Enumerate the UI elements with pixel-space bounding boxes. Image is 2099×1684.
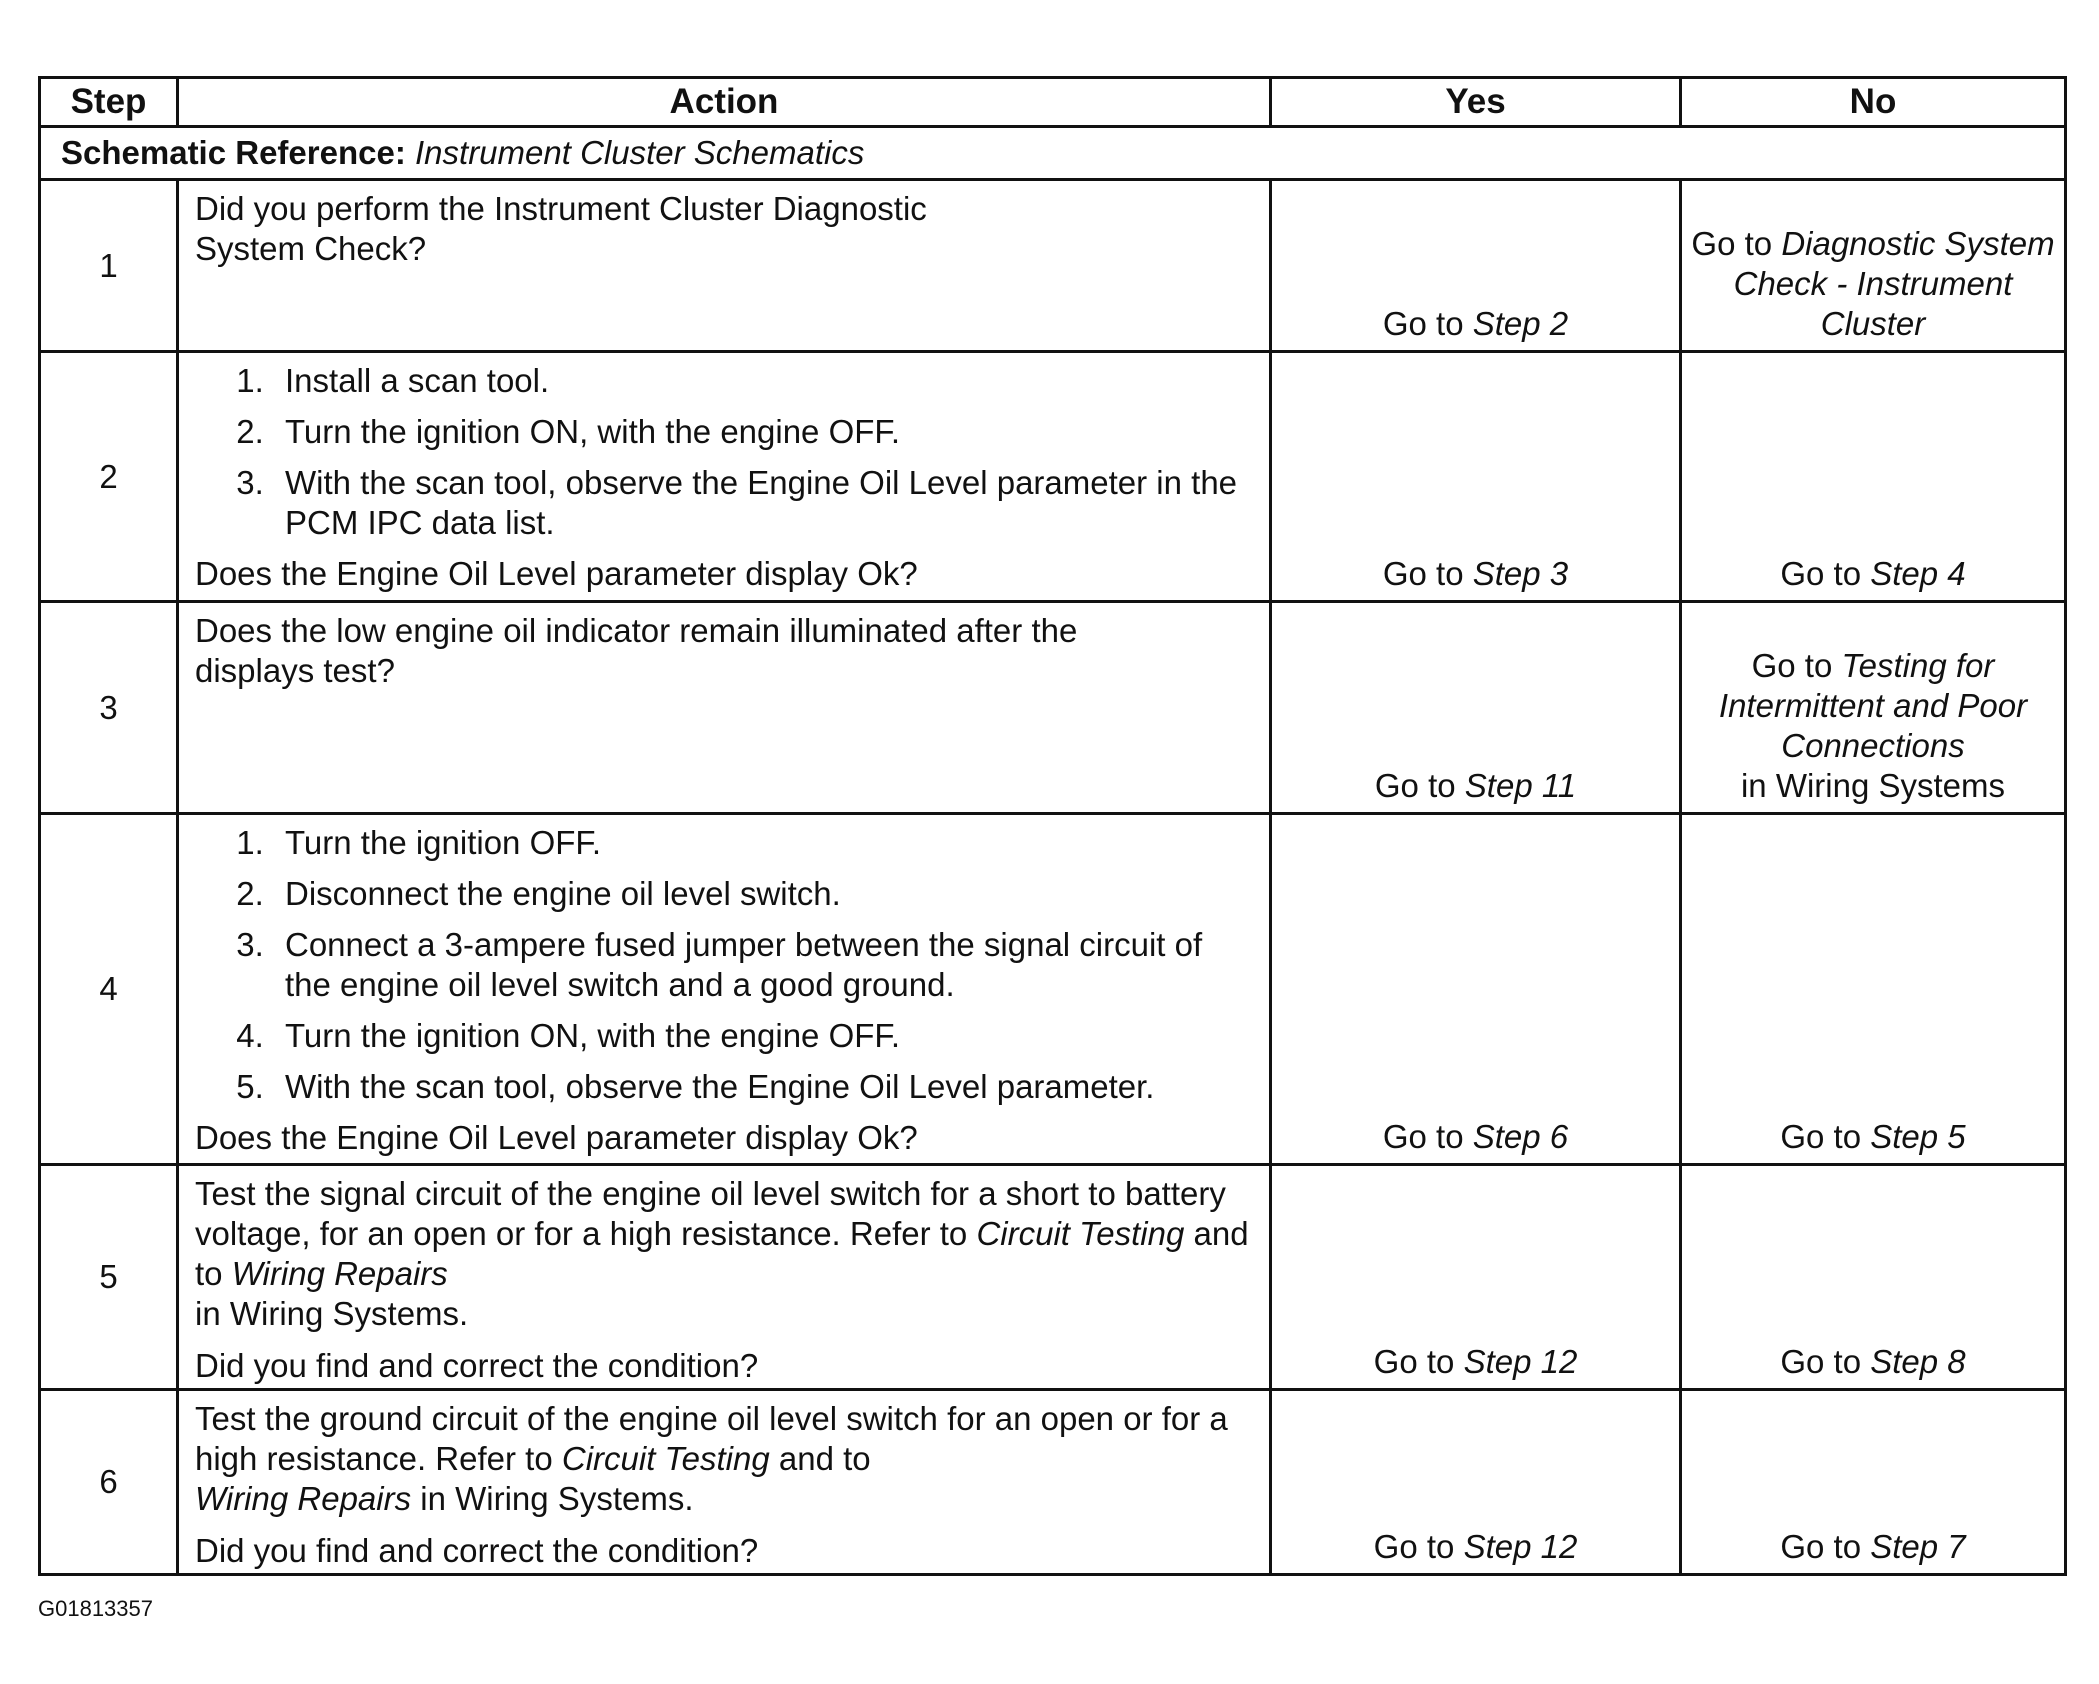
- yes-cell: [1271, 1390, 1681, 1575]
- circuit-testing-link[interactable]: Circuit Testing: [561, 1440, 770, 1477]
- table-row: [40, 602, 2066, 814]
- action-question: Does the Engine Oil Level parameter display Ok?: [195, 1119, 918, 1156]
- yes-prefix: Go to: [1382, 305, 1464, 342]
- table-row: [40, 1390, 2066, 1575]
- no-cell: [1681, 602, 2066, 814]
- no-cell: [1681, 814, 2066, 1165]
- action-list: [195, 823, 1253, 1107]
- no-prefix: Go to: [1780, 555, 1862, 592]
- schematic-label: Schematic Reference:: [61, 134, 406, 171]
- no-suffix: in Wiring Systems: [1740, 767, 2006, 804]
- yes-cell: [1271, 1165, 1681, 1390]
- wiring-repairs-link[interactable]: Wiring Repairs: [195, 1480, 412, 1517]
- step-number: 5: [40, 1165, 178, 1390]
- yes-cell: [1271, 602, 1681, 814]
- schematic-link[interactable]: Instrument Cluster Schematics: [415, 134, 865, 171]
- yes-prefix: Go to: [1374, 767, 1456, 804]
- no-cell: [1681, 352, 2066, 602]
- action-text: [195, 1399, 1253, 1519]
- list-item: 5. With the scan tool, observe the Engine Oil Level parameter.: [273, 1067, 1253, 1107]
- yes-cell: [1271, 180, 1681, 352]
- action-cell: [178, 814, 1271, 1165]
- action-text-part: and to: [778, 1440, 871, 1477]
- yes-link[interactable]: Step 12: [1463, 1343, 1578, 1380]
- yes-link[interactable]: Step 6: [1472, 1118, 1569, 1155]
- action-cell: [178, 180, 1271, 352]
- header-action: Action: [178, 78, 1271, 127]
- no-link[interactable]: Step 4: [1870, 555, 1966, 592]
- action-text-part: and to: [195, 1215, 1249, 1292]
- step-number: 2: [40, 352, 178, 602]
- action-cell: [178, 1165, 1271, 1390]
- circuit-testing-link[interactable]: Circuit Testing: [976, 1215, 1185, 1252]
- action-cell: [178, 602, 1271, 814]
- yes-prefix: Go to: [1373, 1528, 1455, 1565]
- list-item: 3. Connect a 3-ampere fused jumper between the signal circuit of the engine oil level switch and a good ground.: [273, 925, 1253, 1005]
- schematic-reference: [40, 127, 2066, 180]
- figure-id: G01813357: [38, 1596, 153, 1621]
- action-text: Does the low engine oil indicator remain illuminated after the displays test?: [195, 612, 1078, 689]
- action-text-part: in Wiring Systems.: [420, 1480, 694, 1517]
- table-row: [40, 1165, 2066, 1390]
- action-cell: [178, 352, 1271, 602]
- no-link[interactable]: Step 7: [1870, 1528, 1966, 1565]
- no-cell: [1681, 1165, 2066, 1390]
- no-prefix: Go to: [1780, 1528, 1862, 1565]
- yes-link[interactable]: Step 3: [1472, 555, 1569, 592]
- list-item: 1. Turn the ignition OFF.: [273, 823, 1253, 863]
- step-number: 4: [40, 814, 178, 1165]
- no-prefix: Go to: [1780, 1343, 1862, 1380]
- schematic-reference-row: [40, 127, 2066, 180]
- header-no: No: [1681, 78, 2066, 127]
- action-text: [195, 1174, 1253, 1334]
- diagnostic-table: [38, 76, 2067, 1576]
- yes-link[interactable]: Step 2: [1472, 305, 1569, 342]
- no-prefix: Go to: [1691, 225, 1773, 262]
- step-number: 1: [40, 180, 178, 352]
- no-link[interactable]: Step 8: [1870, 1343, 1966, 1380]
- no-prefix: Go to: [1780, 1118, 1862, 1155]
- no-cell: [1681, 1390, 2066, 1575]
- action-text-part: Test the ground circuit of the engine oil level switch for an open or for a high resistance. Refer to: [195, 1400, 1228, 1477]
- action-list: [195, 361, 1253, 543]
- list-item: 2. Disconnect the engine oil level switch.: [273, 874, 1253, 914]
- table-row: [40, 814, 2066, 1165]
- action-cell: [178, 1390, 1271, 1575]
- header-yes: Yes: [1271, 78, 1681, 127]
- table-row: [40, 352, 2066, 602]
- yes-cell: [1271, 814, 1681, 1165]
- yes-prefix: Go to: [1382, 555, 1464, 592]
- list-item: 4. Turn the ignition ON, with the engine OFF.: [273, 1016, 1253, 1056]
- table-row: [40, 180, 2066, 352]
- list-item: 1. Install a scan tool.: [273, 361, 1253, 401]
- no-link[interactable]: Diagnostic System Check - Instrument Cluster: [1733, 225, 2055, 342]
- action-text-part: Test the signal circuit of the engine oil level switch for a short to battery voltage, for an open or for a high resistance. Refer to: [195, 1175, 1226, 1252]
- header-row: [40, 78, 2066, 127]
- yes-prefix: Go to: [1382, 1118, 1464, 1155]
- no-link[interactable]: Step 5: [1870, 1118, 1966, 1155]
- action-question: Did you find and correct the condition?: [195, 1532, 759, 1569]
- no-cell: [1681, 180, 2066, 352]
- diagnostic-table-container: [38, 76, 2064, 1576]
- action-text: Did you perform the Instrument Cluster Diagnostic System Check?: [195, 190, 927, 267]
- no-link[interactable]: Testing for Intermittent and Poor Connections: [1718, 647, 2028, 764]
- no-prefix: Go to: [1751, 647, 1833, 684]
- wiring-repairs-link[interactable]: Wiring Repairs: [231, 1255, 448, 1292]
- action-question: Did you find and correct the condition?: [195, 1347, 759, 1384]
- step-number: 6: [40, 1390, 178, 1575]
- action-question: Does the Engine Oil Level parameter display Ok?: [195, 555, 918, 592]
- yes-prefix: Go to: [1373, 1343, 1455, 1380]
- list-item: 3. With the scan tool, observe the Engine Oil Level parameter in the PCM IPC data list.: [273, 463, 1253, 543]
- action-text-part: in Wiring Systems.: [195, 1295, 469, 1332]
- yes-cell: [1271, 352, 1681, 602]
- yes-link[interactable]: Step 12: [1463, 1528, 1578, 1565]
- list-item: 2. Turn the ignition ON, with the engine OFF.: [273, 412, 1253, 452]
- header-step: Step: [40, 78, 178, 127]
- yes-link[interactable]: Step 11: [1464, 767, 1577, 804]
- step-number: 3: [40, 602, 178, 814]
